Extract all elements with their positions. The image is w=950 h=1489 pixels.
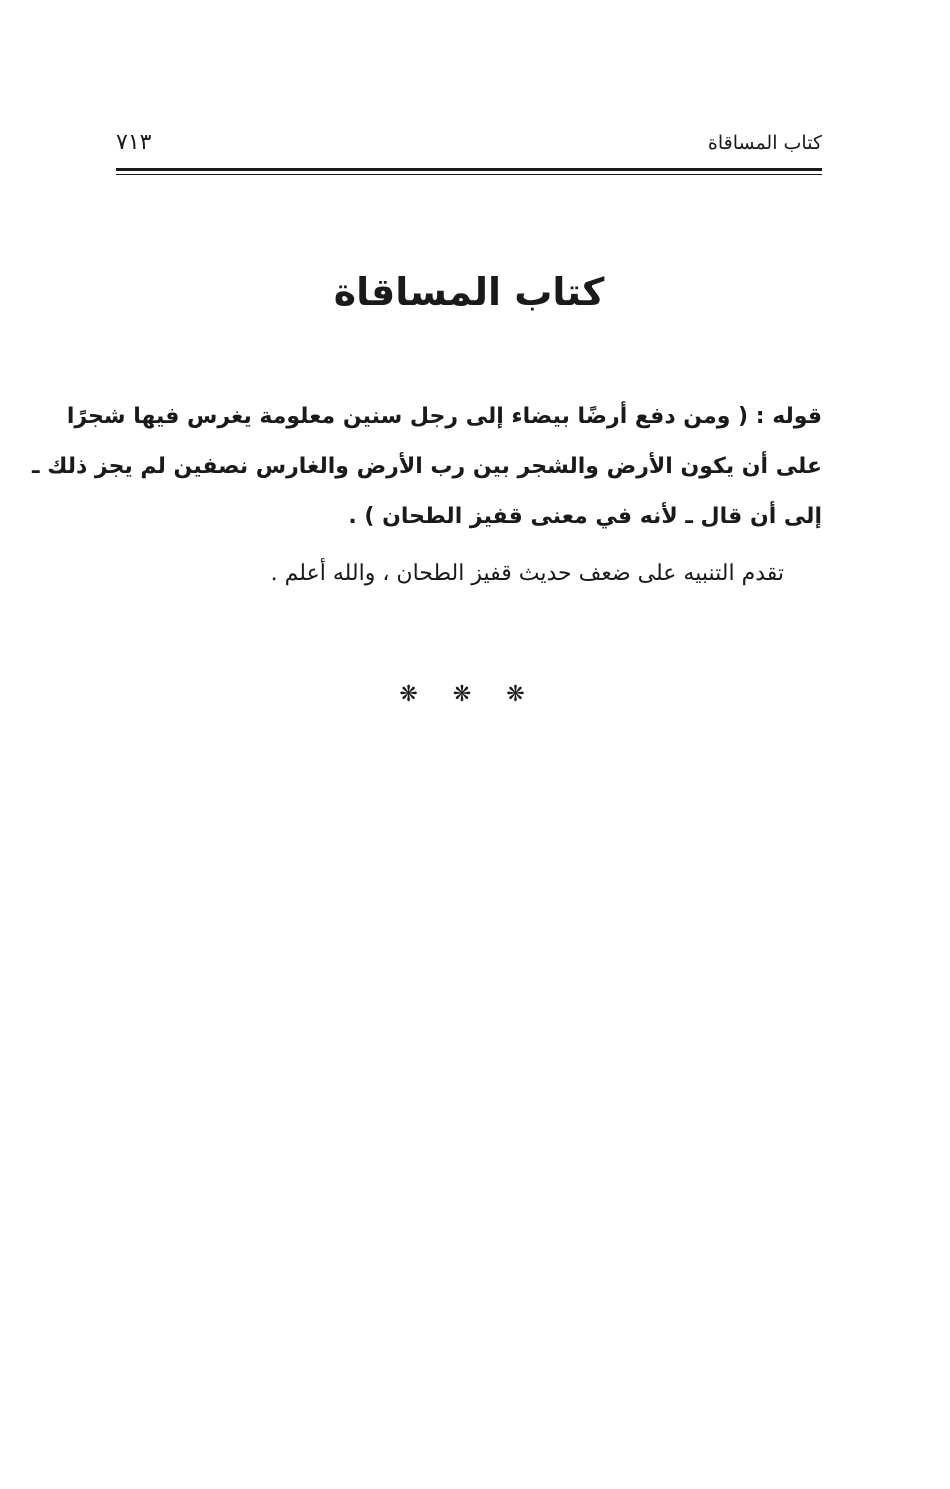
page-number: ٧١٣ [116,130,152,155]
section-separator-stars: ❋ ❋ ❋ [399,682,539,707]
chapter-title: كتاب المساقاة [333,270,605,314]
running-header [116,128,822,160]
running-header-title: كتاب المساقاة [707,132,822,154]
quoted-text-line-1: قوله : ( ومن دفع أرضًا بيضاء إلى رجل سنين معلومة يغرس فيها شجرًا [66,404,822,429]
quoted-text-line-3: إلى أن قال ـ لأنه في معنى قفيز الطحان ) . [348,504,822,529]
quoted-text-line-2: على أن يكون الأرض والشجر بين رب الأرض والغارس نصفين لم يجز ذلك ـ [32,454,822,479]
header-rule-thick [116,168,822,171]
commentary-paragraph: تقدم التنبيه على ضعف حديث قفيز الطحان ، والله أعلم . [270,561,784,586]
body-text [32,392,822,596]
header-rule-thin [116,174,822,175]
